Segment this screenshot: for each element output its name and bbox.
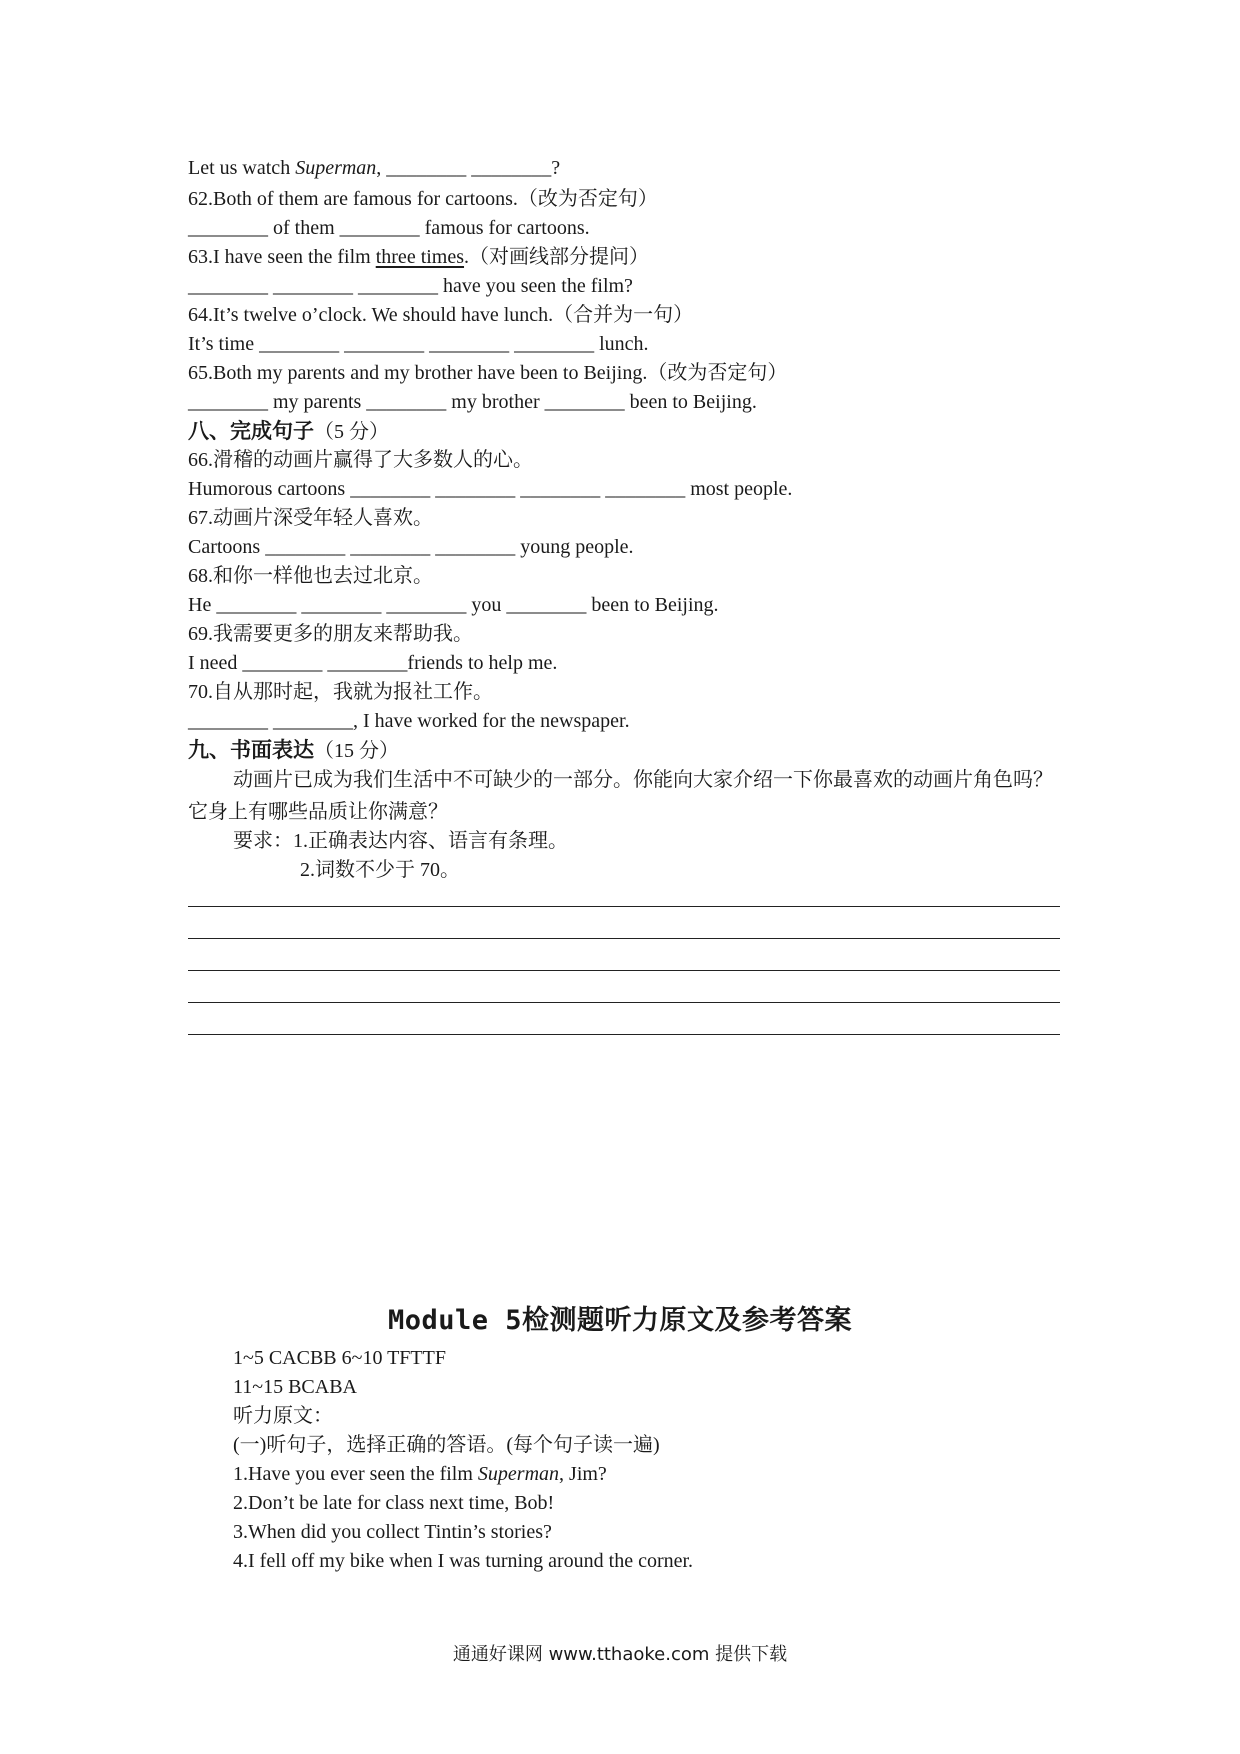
answer-key-title: Module 5检测题听力原文及参考答案 <box>387 1305 853 1336</box>
question-65: 65.Both my parents and my brother have been to Beijing.（改为否定句） <box>188 362 788 384</box>
text-segment: , ________ ________? <box>376 157 561 179</box>
question-70: 70.自从那时起，我就为报社工作。 <box>188 681 493 703</box>
text-segment: 1.Have you ever seen the film <box>233 1463 478 1485</box>
question-66-answer: Humorous cartoons ________ ________ ________ ________ most people. <box>188 478 793 500</box>
question-67: 67.动画片深受年轻人喜欢。 <box>188 507 433 529</box>
question-62-answer: ________ of them ________ famous for cartoons. <box>188 217 590 239</box>
underlined-phrase: three times <box>375 246 465 268</box>
text-segment: , Jim? <box>559 1463 607 1485</box>
question-69: 69.我需要更多的朋友来帮助我。 <box>188 623 473 645</box>
writing-line <box>188 1034 1060 1035</box>
section-title: 九、书面表达 <box>188 738 314 762</box>
italic-title: Superman <box>477 1463 560 1485</box>
question-70-answer: ________ ________, I have worked for the newspaper. <box>188 710 630 732</box>
listening-transcript-label: 听力原文： <box>233 1405 333 1427</box>
answers-1-10: 1~5 CACBB 6~10 TFTTF <box>233 1347 446 1369</box>
page-footer: 通通好课网 www.tthaoke.com 提供下载 <box>452 1644 788 1665</box>
text-segment: 63.I have seen the film <box>188 246 376 268</box>
writing-prompt: 动画片已成为我们生活中不可缺少的一部分。你能向大家介绍一下你最喜欢的动画片角色吗？它身上有哪些品质让你满意？ <box>188 769 1053 823</box>
question-67-answer: Cartoons ________ ________ ________ young people. <box>188 536 634 558</box>
question-66: 66.滑稽的动画片赢得了大多数人的心。 <box>188 449 533 471</box>
question-64: 64.It’s twelve o’clock. We should have lunch.（合并为一句） <box>188 304 694 326</box>
listening-part-1-instruction: (一)听句子，选择正确的答语。(每个句子读一遍) <box>233 1434 660 1456</box>
question-68: 68.和你一样他也去过北京。 <box>188 565 433 587</box>
text-segment: Let us watch <box>188 157 296 179</box>
writing-line <box>188 970 1060 971</box>
section-title: 八、完成句子 <box>188 419 314 443</box>
question-63-answer: ________ ________ ________ have you seen the film? <box>188 275 633 297</box>
section-points: （5 分） <box>314 421 389 443</box>
writing-line <box>188 938 1060 939</box>
text-segment: .（对画线部分提问） <box>464 246 650 268</box>
question-61-blank-line <box>188 155 560 181</box>
answers-11-15: 11~15 BCABA <box>233 1376 357 1398</box>
italic-title: Superman <box>295 157 377 179</box>
listening-sentence-2: 2.Don’t be late for class next time, Bob! <box>233 1492 555 1514</box>
question-62: 62.Both of them are famous for cartoons.（改为否定句） <box>188 188 658 210</box>
writing-requirement-1: 要求：1.正确表达内容、语言有条理。 <box>233 830 568 852</box>
listening-sentence-4: 4.I fell off my bike when I was turning around the corner. <box>233 1550 694 1572</box>
writing-requirement-2: 2.词数不少于 70。 <box>300 859 460 881</box>
question-65-answer: ________ my parents ________ my brother ________ been to Beijing. <box>188 391 757 413</box>
listening-sentence-3: 3.When did you collect Tintin’s stories? <box>233 1521 552 1543</box>
writing-line <box>188 1002 1060 1003</box>
section-8-heading <box>188 418 389 445</box>
question-63 <box>188 244 649 270</box>
question-68-answer: He ________ ________ ________ you ________ been to Beijing. <box>188 594 719 616</box>
question-64-answer: It’s time ________ ________ ________ ________ lunch. <box>188 333 649 355</box>
section-9-heading <box>188 737 399 764</box>
listening-sentence-1 <box>233 1461 607 1487</box>
section-points: （15 分） <box>314 740 399 762</box>
question-69-answer: I need ________ ________friends to help me. <box>188 652 558 674</box>
writing-line <box>188 906 1060 907</box>
